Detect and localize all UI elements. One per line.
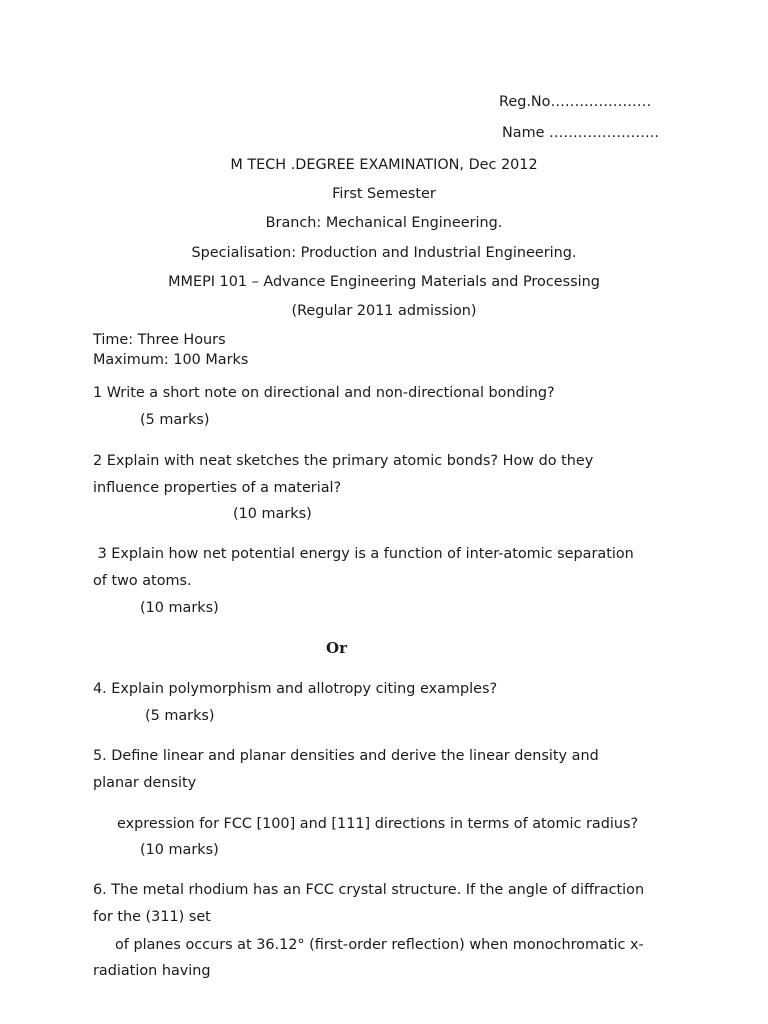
exam-title: M TECH .DEGREE EXAMINATION, Dec 2012 — [230, 157, 538, 173]
question-6-line-1: 6. The metal rhodium has an FCC crystal structure. If the angle of diffraction — [93, 882, 645, 898]
name-field: Name ………………….. — [502, 125, 659, 141]
admission: (Regular 2011 admission) — [291, 303, 477, 319]
branch: Branch: Mechanical Engineering. — [265, 215, 503, 231]
question-3-marks: (10 marks) — [140, 600, 219, 616]
question-4-marks: (5 marks) — [145, 708, 215, 724]
question-6-line-3: of planes occurs at 36.12° (first-order reflection) when monochromatic x- — [115, 937, 644, 953]
semester: First Semester — [332, 186, 436, 202]
question-5-line-2: planar density — [93, 775, 197, 791]
question-2-marks: (10 marks) — [233, 506, 312, 522]
or-separator: Or — [326, 639, 347, 657]
specialisation: Specialisation: Production and Industrial Engineering. — [191, 245, 577, 261]
question-3-line-1: 3 Explain how net potential energy is a function of inter-atomic separation — [93, 546, 634, 562]
question-6-line-2: for the (311) set — [93, 909, 211, 925]
course-title: MMEPI 101 – Advance Engineering Materials and Processing — [168, 274, 600, 290]
question-1: 1 Write a short note on directional and non-directional bonding? — [93, 385, 555, 401]
question-2-line-2: influence properties of a material? — [93, 480, 342, 496]
exam-time: Time: Three Hours — [93, 332, 226, 348]
max-marks: Maximum: 100 Marks — [93, 352, 249, 368]
question-5-line-1: 5. Define linear and planar densities and derive the linear density and — [93, 748, 599, 764]
reg-no-field: Reg.No………………… — [499, 94, 652, 110]
question-3-line-2: of two atoms. — [93, 573, 192, 589]
question-1-marks: (5 marks) — [140, 412, 210, 428]
question-5-marks: (10 marks) — [140, 842, 219, 858]
question-6-line-4: radiation having — [93, 963, 211, 979]
question-5-line-3: expression for FCC [100] and [111] directions in terms of atomic radius? — [117, 816, 639, 832]
question-4: 4. Explain polymorphism and allotropy citing examples? — [93, 681, 498, 697]
question-2-line-1: 2 Explain with neat sketches the primary atomic bonds? How do they — [93, 453, 594, 469]
